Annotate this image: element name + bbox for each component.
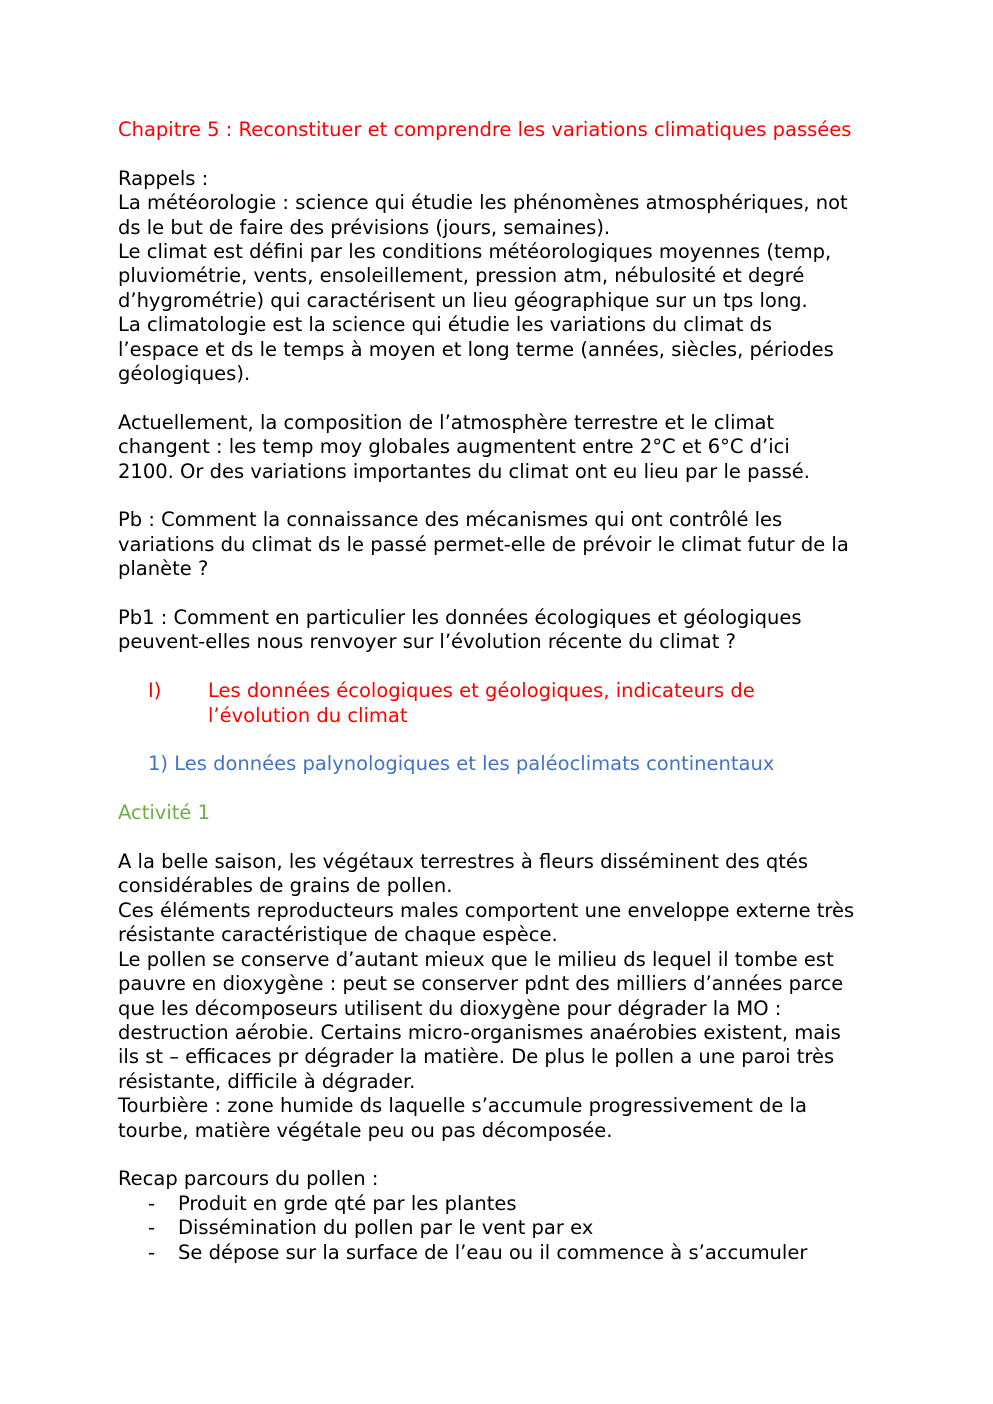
section-title-line: l’évolution du climat xyxy=(208,703,408,727)
paragraph-line: planète ? xyxy=(118,557,209,581)
blank-line xyxy=(118,728,908,752)
recap-block xyxy=(118,1167,908,1265)
list-item-text: Produit en grde qté par les plantes xyxy=(178,1191,517,1215)
subsection-heading: 1) Les données palynologiques et les paléoclimats continentaux xyxy=(148,752,775,776)
list-item xyxy=(118,1216,908,1240)
bullet-dash: - xyxy=(148,1191,156,1215)
paragraph-line: considérables de grains de pollen. xyxy=(118,874,453,898)
paragraph-line: peuvent-elles nous renvoyer sur l’évolution récente du climat ? xyxy=(118,630,736,654)
paragraph-line: que les décomposeurs utilisent du dioxygène pour dégrader la MO : xyxy=(118,996,782,1020)
blank-line xyxy=(118,655,908,679)
paragraph-line: ds le but de faire des prévisions (jours, semaines). xyxy=(118,215,611,239)
paragraph-line: géologiques). xyxy=(118,362,251,386)
paragraph-line: A la belle saison, les végétaux terrestres à fleurs disséminent des qtés xyxy=(118,850,809,874)
paragraph-line: 2100. Or des variations importantes du climat ont eu lieu par le passé. xyxy=(118,459,810,483)
paragraph-line: La météorologie : science qui étudie les phénomènes atmosphériques, not xyxy=(118,191,848,215)
problem-paragraph xyxy=(118,508,908,581)
recap-heading: Recap parcours du pollen : xyxy=(118,1167,379,1191)
paragraph-line: changent : les temp moy globales augmentent entre 2°C et 6°C d’ici xyxy=(118,435,790,459)
paragraph-line: pauvre en dioxygène : peut se conserver pdnt des milliers d’années parce xyxy=(118,972,844,996)
document-page xyxy=(118,118,908,1265)
blank-line xyxy=(118,826,908,850)
rappels-heading: Rappels : xyxy=(118,166,209,190)
bullet-dash: - xyxy=(148,1240,156,1264)
list-item-text: Dissémination du pollen par le vent par ex xyxy=(178,1216,594,1240)
paragraph-line: l’espace et ds le temps à moyen et long terme (années, siècles, périodes xyxy=(118,337,834,361)
paragraph-line: tourbe, matière végétale peu ou pas décomposée. xyxy=(118,1118,613,1142)
bullet-dash: - xyxy=(148,1216,156,1240)
section-title-line: Les données écologiques et géologiques, indicateurs de xyxy=(208,679,755,703)
list-item xyxy=(118,1241,908,1265)
section-heading xyxy=(118,679,908,728)
paragraph-line: Pb : Comment la connaissance des mécanismes qui ont contrôlé les xyxy=(118,508,783,532)
list-item xyxy=(118,1192,908,1216)
paragraph-line: Ces éléments reproducteurs males comportent une enveloppe externe très xyxy=(118,898,855,922)
section-number: I) xyxy=(148,679,162,703)
actuellement-paragraph xyxy=(118,411,908,484)
paragraph-line: variations du climat ds le passé permet-elle de prévoir le climat futur de la xyxy=(118,532,849,556)
pollen-paragraph xyxy=(118,850,908,1143)
list-item-text: Se dépose sur la surface de l’eau ou il commence à s’accumuler xyxy=(178,1240,808,1264)
paragraph-line: résistante, difficile à dégrader. xyxy=(118,1069,416,1093)
blank-line xyxy=(118,1143,908,1167)
paragraph-line: Le climat est défini par les conditions météorologiques moyennes (temp, xyxy=(118,240,832,264)
paragraph-line: Tourbière : zone humide ds laquelle s’accumule progressivement de la xyxy=(118,1094,807,1118)
blank-line xyxy=(118,777,908,801)
paragraph-line: ils st – efficaces pr dégrader la matière. De plus le pollen a une paroi très xyxy=(118,1045,835,1069)
paragraph-line: Le pollen se conserve d’autant mieux que le milieu ds lequel il tombe est xyxy=(118,947,834,971)
problem-1-paragraph xyxy=(118,606,908,655)
paragraph-line: La climatologie est la science qui étudie les variations du climat ds xyxy=(118,313,773,337)
blank-line xyxy=(118,582,908,606)
paragraph-line: d’hygrométrie) qui caractérisent un lieu géographique sur un tps long. xyxy=(118,288,808,312)
blank-line xyxy=(118,484,908,508)
paragraph-line: Pb1 : Comment en particulier les données écologiques et géologiques xyxy=(118,606,802,630)
paragraph-line: Actuellement, la composition de l’atmosphère terrestre et le climat xyxy=(118,410,775,434)
rappels-block xyxy=(118,167,908,387)
paragraph-line: pluviométrie, vents, ensoleillement, pression atm, nébulosité et degré xyxy=(118,264,805,288)
activity-label: Activité 1 xyxy=(118,801,210,825)
paragraph-line: destruction aérobie. Certains micro-organismes anaérobies existent, mais xyxy=(118,1020,841,1044)
chapter-title: Chapitre 5 : Reconstituer et comprendre les variations climatiques passées xyxy=(118,118,852,141)
blank-line xyxy=(118,386,908,410)
paragraph-line: résistante caractéristique de chaque espèce. xyxy=(118,923,558,947)
